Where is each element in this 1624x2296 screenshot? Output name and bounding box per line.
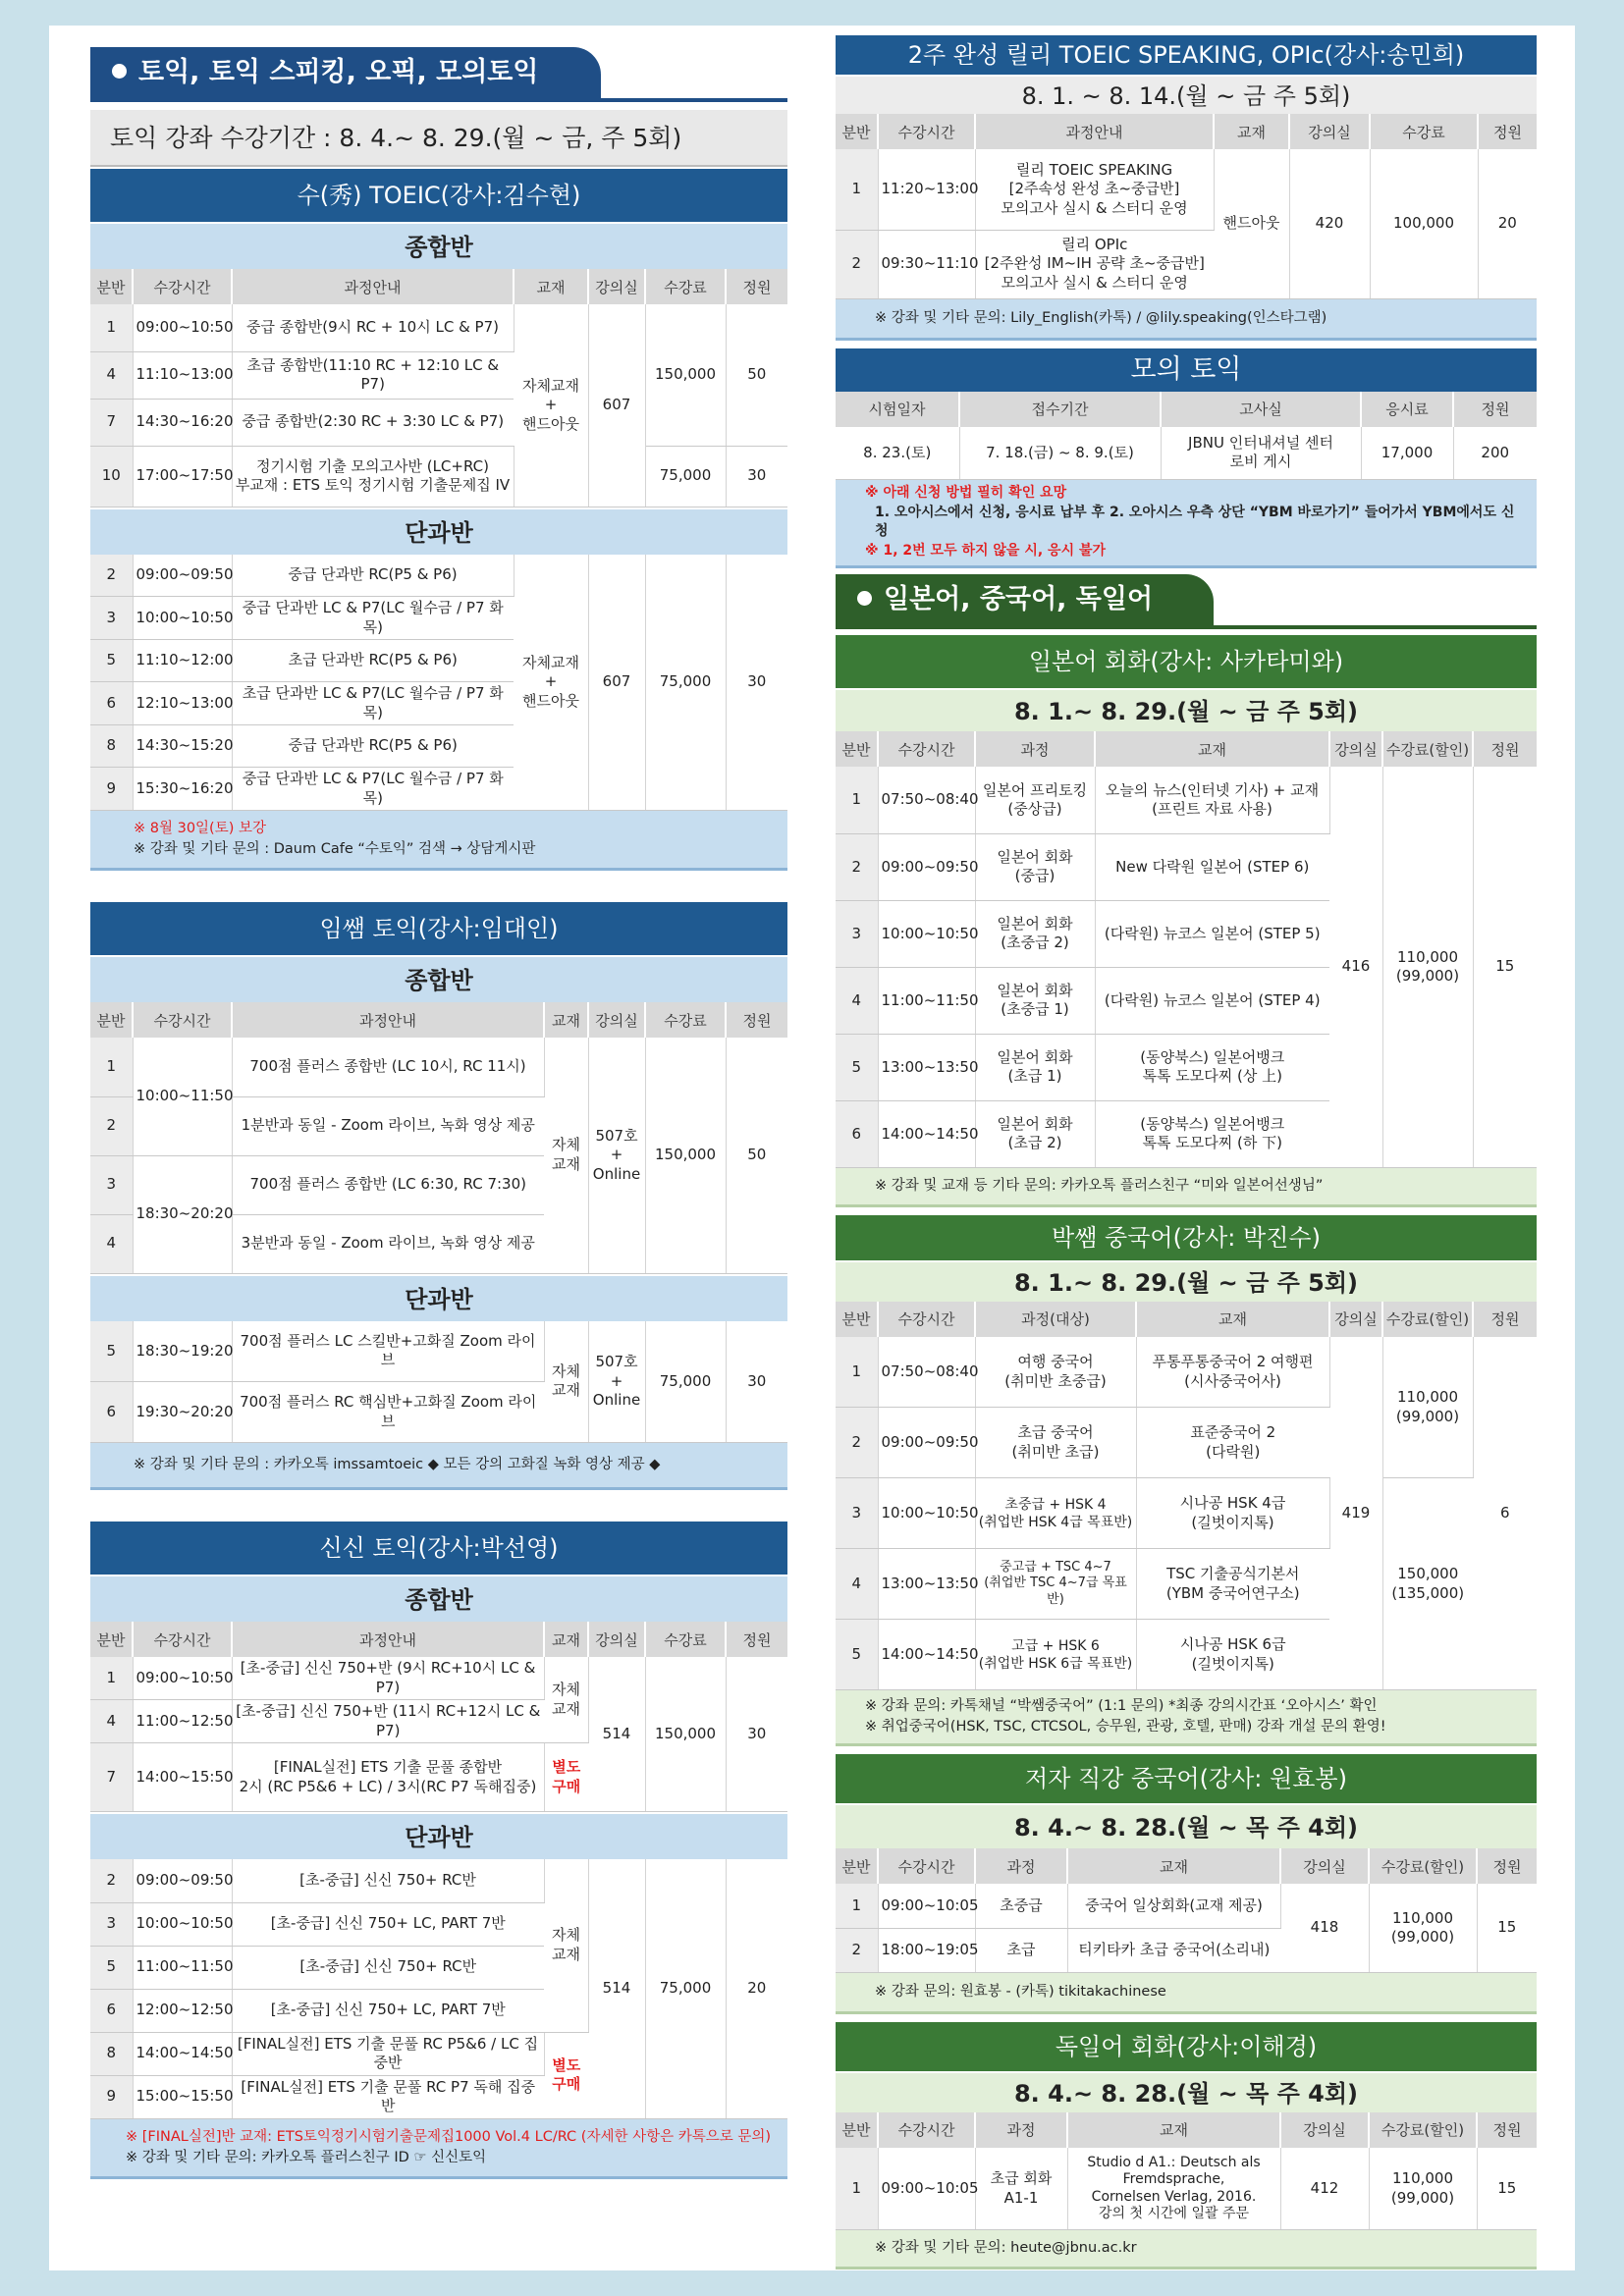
inquiry-note: ※ 강좌 문의: 카톡채널 “박쌤중국어” (1:1 문의) *최종 강의시간표 ‘오아시스’ 확인	[865, 1698, 1378, 1715]
sub-title-single: 단과반	[90, 1812, 787, 1859]
schedule-sheet	[49, 26, 1575, 2270]
table-row: 1 09:00~10:50 중급 종합반(9시 RC + 10시 LC & P7) 자체교재 + 핸드아웃 607 150,000 50	[90, 304, 787, 351]
german-period: 8. 4.~ 8. 28.(월 ~ 목 주 4회)	[836, 2071, 1537, 2112]
im-single-table	[90, 1321, 787, 1444]
course-title-sin: 신신 토익(강사:박선영)	[90, 1522, 787, 1575]
table-row: 2 09:30~11:10 릴리 OPIc [2주완성 IM~IH 공략 초~중급반] 모의고사 실시 & 스터디 운영	[836, 230, 1537, 298]
lily-table	[836, 114, 1537, 299]
section-title: 일본어, 중국어, 독일어	[884, 584, 1154, 615]
im-combined-table	[90, 1002, 787, 1274]
custom-course-note: ※ 취업중국어(HSK, TSC, CTCSOL, 승무원, 관광, 호텔, 판매) 강좌 개설 문의 환영!	[865, 1719, 1386, 1735]
right-column	[836, 26, 1537, 2269]
sin-single-table	[90, 1859, 787, 2119]
table-row: 10 17:00~17:50 정기시험 기출 모의고사반 (LC+RC) 부교재 : ETS 토익 정기시험 기출문제집 IV 75,000 30	[90, 446, 787, 507]
table-row: 1 09:00~10:05 초중급 중국어 일상회화(교재 제공) 418 110,000 (99,000) 15	[836, 1884, 1537, 1928]
mock-table	[836, 392, 1537, 481]
table-row: 5 11:00~11:50 [초-중급] 신신 750+ RC반	[90, 1946, 787, 1989]
lily-period: 8. 1. ~ 8. 14.(월 ~ 금 주 5회)	[836, 75, 1537, 114]
table-row: 7 14:00~15:50 [FINAL실전] ETS 기출 문풀 종합반 2시 (RC P5&6 + LC) / 3시(RC P7 독해집중) 별도 구매	[90, 1743, 787, 1812]
final-textbook-note: ※ [FINAL실전]반 교재: ETS토익정기시험기출문제집1000 Vol.4 LC/RC (자세한 사항은 카톡으로 문의)	[126, 2128, 772, 2145]
course-title-chinese-won: 저자 직강 중국어(강사: 원효봉)	[836, 1754, 1537, 1803]
table-row: 8. 23.(토) 7. 18.(금) ~ 8. 9.(토) JBNU 인터내셔널 센터 로비 게시 17,000 200	[836, 427, 1537, 480]
table-row: 9 15:30~16:20 중급 단과반 LC & P7(LC 월수금 / P7 화목)	[90, 768, 787, 811]
table-row: 1 09:00~10:05 초급 회화 A1-1 Studio d A1.: Deutsch als Fremdsprache, Cornelsen Verlag, 2016. 강의 첫 시간에 일괄 주문 412 110,000 (99,000) 15	[836, 2148, 1537, 2230]
table-row: 3 10:00~10:50 [초-중급] 신신 750+ LC, PART 7반	[90, 1902, 787, 1946]
chinese-won-table	[836, 1848, 1537, 1973]
apply-method-note: ※ 아래 신청 방법 필히 확인 요망	[865, 485, 1067, 502]
left-column	[90, 26, 787, 2179]
table-row: 6 12:00~12:50 [초-중급] 신신 750+ LC, PART 7반	[90, 1989, 787, 2032]
table-header-row: 분반 수강시간 과정(대상) 교재 강의실 수강료(할인) 정원	[836, 1302, 1537, 1337]
german-note: ※ 강좌 및 기타 문의: heute@jbnu.ac.kr	[836, 2230, 1537, 2269]
table-header-row: 분반 수강시간 과정안내 교재 강의실 수강료 정원	[836, 114, 1537, 149]
course-title-japanese: 일본어 회화(강사: 사카타미와)	[836, 635, 1537, 688]
apply-steps-note: 1. 오아시스에서 신청, 응시료 납부 후 2. 오아시스 우측 상단 “YBM 바로가기” 들어가서 YBM에서도 신청	[875, 504, 1515, 540]
soo-note	[90, 811, 787, 871]
chinese-park-table	[836, 1302, 1537, 1691]
table-row: 5 14:00~14:50 고급 + HSK 6 (취업반 HSK 6급 목표반) 시나공 HSK 6급 (길벗이지톡)	[836, 1620, 1537, 1690]
table-row: 3 10:00~10:50 중급 단과반 LC & P7(LC 월수금 / P7 화목)	[90, 597, 787, 640]
table-row: 1 10:00~11:50 700점 플러스 종합반 (LC 10시, RC 11시) 자체 교재 507호 + Online 150,000 50	[90, 1038, 787, 1096]
course-title-soo: 수(秀) TOEIC(강사:김수현)	[90, 169, 787, 222]
table-row: 2 18:00~19:05 초급 티키타카 초급 중국어(소리내)	[836, 1928, 1537, 1972]
table-row: 4 11:00~11:50 일본어 회화 (초중급 1) (다락원) 뉴코스 일본어 (STEP 4)	[836, 967, 1537, 1034]
table-row: 9 15:00~15:50 [FINAL실전] ETS 기출 문풀 RC P7 독해 집중반	[90, 2075, 787, 2118]
mock-toeic-title: 모의 토익	[836, 348, 1537, 392]
chinese-won-period: 8. 4.~ 8. 28.(월 ~ 목 주 4회)	[836, 1803, 1537, 1848]
mock-note	[836, 480, 1537, 568]
bullet-dot-icon	[857, 591, 872, 606]
chinese-park-note	[836, 1690, 1537, 1746]
sub-title-single: 단과반	[90, 1274, 787, 1321]
table-row: 6 19:30~20:20 700점 플러스 RC 핵심반+고화질 Zoom 라이브	[90, 1382, 787, 1443]
table-header-row: 분반 수강시간 과정안내 교재 강의실 수강료 정원	[90, 1002, 787, 1038]
table-row: 4 3분반과 동일 - Zoom 라이브, 녹화 영상 제공	[90, 1214, 787, 1273]
inquiry-note: ※ 강좌 및 기타 문의 : Daum Cafe “수토익” 검색 → 상담게시판	[134, 841, 536, 858]
table-row: 1 07:50~08:40 여행 중국어 (취미반 초중급) 푸통푸통중국어 2 여행편 (시사중국어사) 419 110,000 (99,000) 6	[836, 1337, 1537, 1408]
soo-combined-table	[90, 269, 787, 507]
table-row: 2 09:00~09:50 중급 단과반 RC(P5 & P6) 자체교재 + 핸드아웃 607 75,000 30	[90, 555, 787, 597]
soo-single-table	[90, 555, 787, 812]
bullet-dot-icon	[112, 64, 127, 79]
course-title-german: 독일어 회화(강사:이해경)	[836, 2022, 1537, 2071]
table-row: 2 1분반과 동일 - Zoom 라이브, 녹화 영상 제공	[90, 1096, 787, 1155]
toeic-period: 토익 강좌 수강기간 : 8. 4.~ 8. 29.(월 ~ 금, 주 5회)	[90, 110, 787, 167]
sin-note	[90, 2119, 787, 2179]
table-row: 3 10:00~10:50 일본어 회화 (초중급 2) (다락원) 뉴코스 일본어 (STEP 5)	[836, 900, 1537, 967]
table-header-row: 분반 수강시간 과정 교재 강의실 수강료(할인) 정원	[836, 1848, 1537, 1884]
makeup-class-note: ※ 8월 30일(토) 보강	[134, 821, 267, 836]
lily-note: ※ 강좌 및 기타 문의: Lily_English(카톡) / @lily.speaking(인스타그램)	[836, 299, 1537, 341]
sin-combined-table	[90, 1622, 787, 1812]
table-row: 8 14:30~15:20 중급 단과반 RC(P5 & P6)	[90, 725, 787, 768]
japanese-note: ※ 강좌 및 교재 등 기타 문의: 카카오톡 플러스친구 “미와 일본어선생님”	[836, 1168, 1537, 1207]
sub-title-combined: 종합반	[90, 1575, 787, 1622]
japanese-period: 8. 1.~ 8. 29.(월 ~ 금 주 5회)	[836, 688, 1537, 731]
table-row: 5 11:10~12:00 초급 단과반 RC(P5 & P6)	[90, 640, 787, 682]
im-note: ※ 강좌 및 기타 문의 : 카카오톡 imssamtoeic ◆ 모든 강의 고화질 녹화 영상 제공 ◆	[90, 1443, 787, 1490]
table-header-row: 분반 수강시간 과정안내 교재 강의실 수강료 정원	[90, 1622, 787, 1657]
chinese-won-note: ※ 강좌 문의: 원효봉 - (카톡) tikitakachinese	[836, 1973, 1537, 2014]
table-row: 4 11:00~12:50 [초-중급] 신신 750+반 (11시 RC+12시 LC & P7)	[90, 1700, 787, 1743]
table-header-row: 분반 수강시간 과정 교재 강의실 수강료(할인) 정원	[836, 731, 1537, 767]
table-row: 4 11:10~13:00 초급 종합반(11:10 RC + 12:10 LC & P7)	[90, 351, 787, 399]
japanese-table	[836, 731, 1537, 1168]
inquiry-note: ※ 강좌 및 기타 문의: 카카오톡 플러스친구 ID ☞ 신신토익	[126, 2149, 487, 2165]
table-row: 1 11:20~13:00 릴리 TOEIC SPEAKING [2주속성 완성 초~중급반] 모의고사 실시 & 스터디 운영 핸드아웃 420 100,000 20	[836, 149, 1537, 230]
section-title: 토익, 토익 스피킹, 오픽, 모의토익	[138, 57, 539, 87]
course-title-im: 임쌤 토익(강사:임대인)	[90, 902, 787, 955]
table-row: 4 13:00~13:50 중고급 + TSC 4~7 (취업반 TSC 4~7급 목표반) TSC 기출공식기본서 (YBM 중국어연구소)	[836, 1549, 1537, 1620]
sub-title-combined: 종합반	[90, 222, 787, 269]
table-row: 7 14:30~16:20 중급 종합반(2:30 RC + 3:30 LC & P7)	[90, 399, 787, 446]
table-row: 8 14:00~14:50 [FINAL실전] ETS 기출 문풀 RC P5&6 / LC 집중반 별도 구매	[90, 2032, 787, 2075]
german-table	[836, 2112, 1537, 2231]
course-title-lily: 2주 완성 릴리 TOEIC SPEAKING, OPIc(강사:송민희)	[836, 35, 1537, 75]
table-row: 2 09:00~09:50 초급 중국어 (취미반 초급) 표준중국어 2 (다락원)	[836, 1408, 1537, 1478]
section-heading-languages	[836, 578, 1537, 629]
table-row: 2 09:00~09:50 [초-중급] 신신 750+ RC반 자체 교재 514 75,000 20	[90, 1859, 787, 1902]
apply-warning-note: ※ 1, 2번 모두 하지 않을 시, 응시 불가	[865, 542, 1107, 559]
table-row: 6 14:00~14:50 일본어 회화 (초급 2) (동양북스) 일본어뱅크 톡톡 도모다찌 (하 下)	[836, 1100, 1537, 1167]
sub-title-combined: 종합반	[90, 955, 787, 1002]
table-header-row: 분반 수강시간 과정안내 교재 강의실 수강료 정원	[90, 269, 787, 304]
table-row: 5 18:30~19:20 700점 플러스 LC 스킬반+고화질 Zoom 라이브 자체 교재 507호 + Online 75,000 30	[90, 1321, 787, 1382]
table-row: 6 12:10~13:00 초급 단과반 LC & P7(LC 월수금 / P7 화목)	[90, 682, 787, 725]
table-header-row: 분반 수강시간 과정 교재 강의실 수강료(할인) 정원	[836, 2112, 1537, 2148]
table-row: 2 09:00~09:50 일본어 회화 (중급) New 다락원 일본어 (STEP 6)	[836, 833, 1537, 900]
table-row: 3 18:30~20:20 700점 플러스 종합반 (LC 6:30, RC 7:30)	[90, 1155, 787, 1214]
section-heading-english	[90, 51, 787, 102]
course-title-chinese-park: 박쌤 중국어(강사: 박진수)	[836, 1215, 1537, 1260]
table-row: 5 13:00~13:50 일본어 회화 (초급 1) (동양북스) 일본어뱅크 톡톡 도모다찌 (상 上)	[836, 1034, 1537, 1100]
table-row: 1 07:50~08:40 일본어 프리토킹 (중상급) 오늘의 뉴스(인터넷 기사) + 교재 (프린트 자료 사용) 416 110,000 (99,000) 15	[836, 767, 1537, 833]
table-row: 3 10:00~10:50 초중급 + HSK 4 (취업반 HSK 4급 목표반) 시나공 HSK 4급 (길벗이지톡) 150,000 (135,000)	[836, 1478, 1537, 1549]
table-header-row: 시험일자 접수기간 고사실 응시료 정원	[836, 392, 1537, 427]
table-row: 1 09:00~10:50 [초-중급] 신신 750+반 (9시 RC+10시 LC & P7) 자체 교재 514 150,000 30	[90, 1657, 787, 1700]
sub-title-single: 단과반	[90, 507, 787, 555]
chinese-park-period: 8. 1.~ 8. 29.(월 ~ 금 주 5회)	[836, 1260, 1537, 1302]
